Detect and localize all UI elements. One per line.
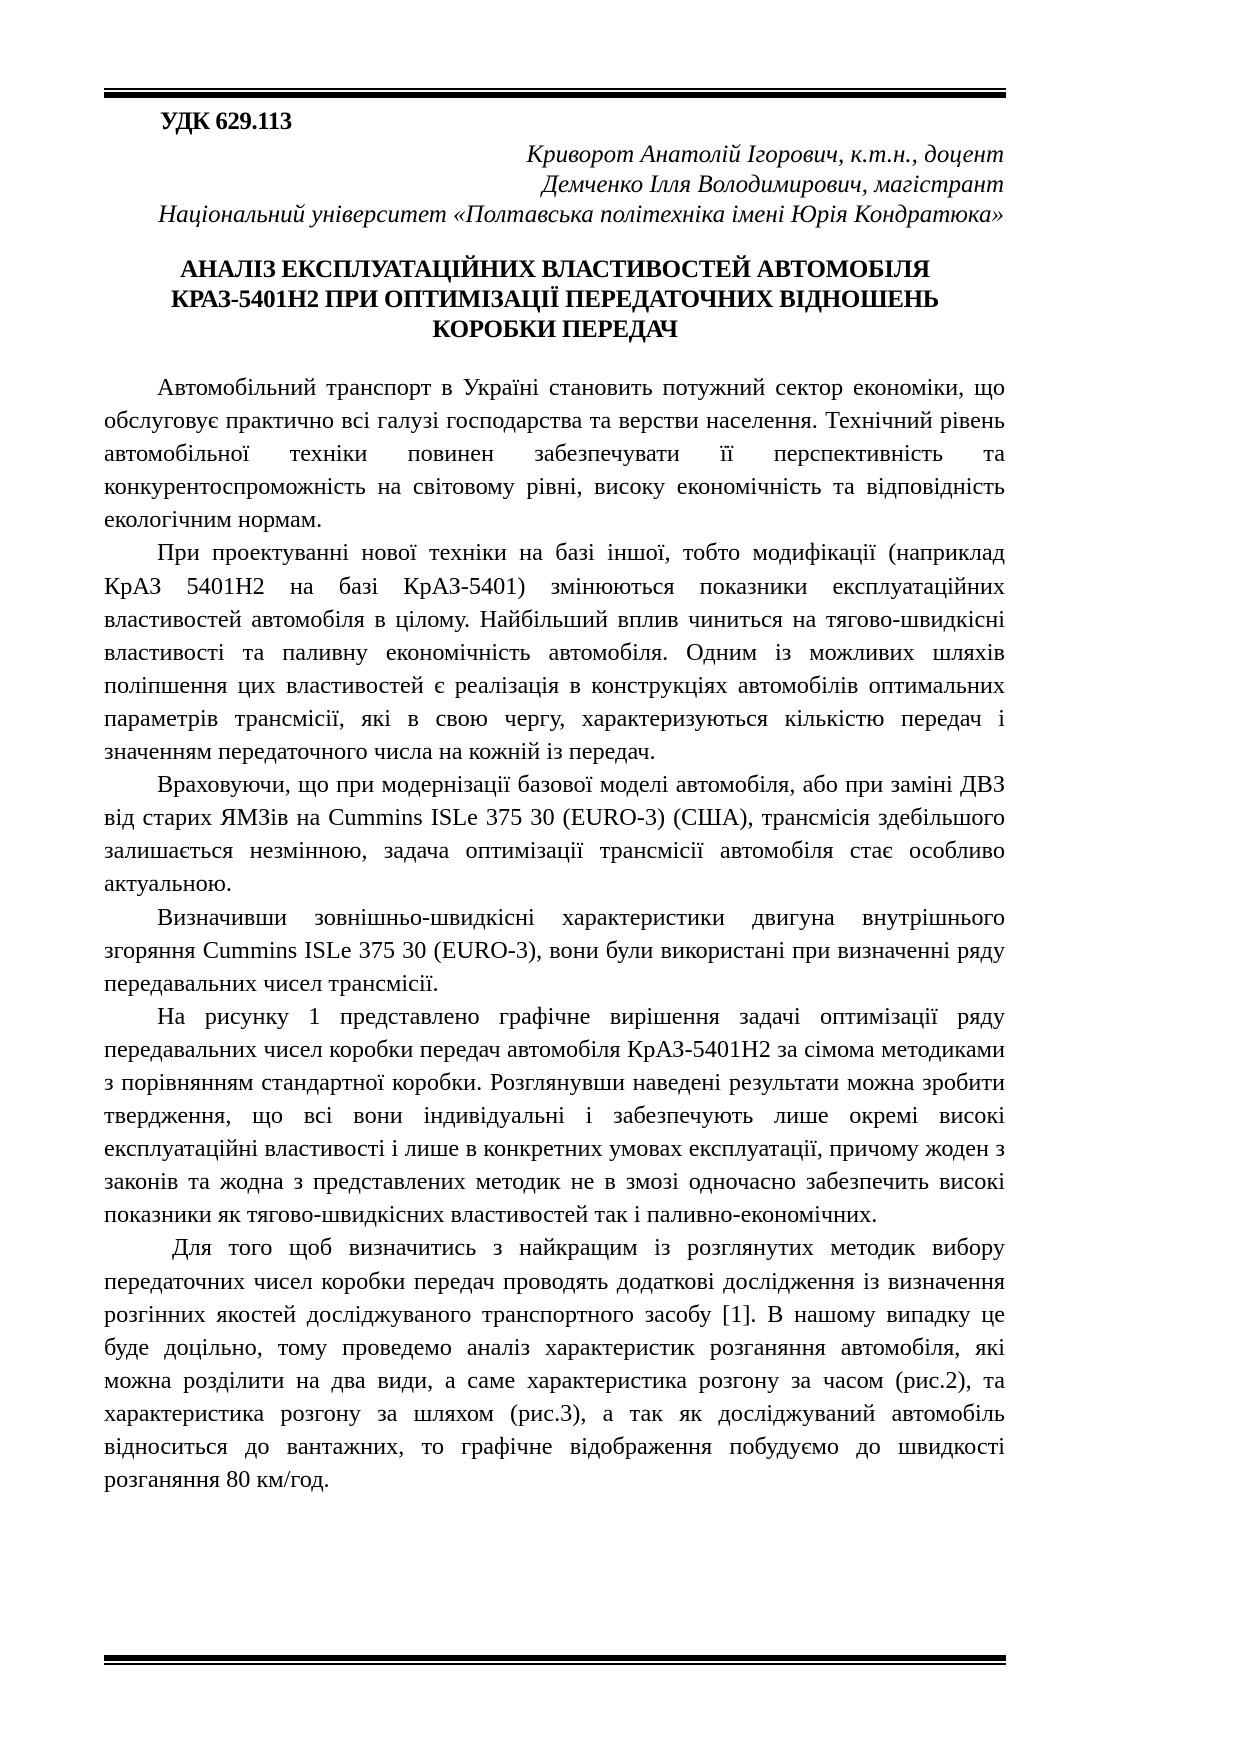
author-2: Демченко Ілля Володимирович, магістрант bbox=[542, 171, 1004, 198]
udk-code: УДК 629.113 bbox=[160, 108, 292, 135]
paragraph-1: Автомобільний транспорт в Україні становить потужний сектор економіки, що обслуговує практично всі галузі господарства та верстви населення. Технічний рівень автомобільної техніки повинен забезпечувати її перспективність та конкурентоспроможність на світовому рівні, високу економічність та відповідність екологічним нормам. bbox=[104, 374, 1005, 534]
top-double-rule bbox=[104, 88, 1006, 98]
title-line-2: КРАЗ-5401Н2 ПРИ ОПТИМІЗАЦІЇ ПЕРЕДАТОЧНИХ ВІДНОШЕНЬ bbox=[171, 286, 939, 313]
paragraph-4: Визначивши зовнішньо-швидкісні характеристики двигуна внутрішнього згоряння Cummins ISLe 375 30 (EURO-3), вони були використані при визначенні ряду передавальних чисел трансмісії. bbox=[104, 903, 1005, 997]
author-1: Криворот Анатолій Ігорович, к.т.н., доцент bbox=[526, 141, 1004, 168]
bottom-double-rule bbox=[104, 1655, 1006, 1665]
author-block bbox=[104, 140, 1004, 230]
article-body bbox=[104, 371, 1005, 1496]
top-rule-thick-line bbox=[104, 92, 1006, 98]
title-line-1: АНАЛІЗ ЕКСПЛУАТАЦІЙНИХ ВЛАСТИВОСТЕЙ АВТОМОБІЛЯ bbox=[180, 256, 930, 283]
affiliation: Національний університет «Полтавська політехніка імені Юрія Кондратюка» bbox=[158, 201, 1004, 228]
paragraph-6: Для того щоб визначитись з найкращим із розглянутих методик вибору передаточних чисел коробки передач проводять додаткові дослідження із визначення розгінних якостей досліджуваного транспортного засобу [1]. В нашому випадку це буде доцільно, тому проведемо аналіз характеристик розганяння автомобіля, які можна розділити на два види, а саме характеристика розгону за часом (рис.2), та характеристика розгону за шляхом (рис.3), а так як досліджуваний автомобіль відноситься до вантажних, то графічне відображення побудуємо до швидкості розганяння 80 км/год. bbox=[104, 1234, 1005, 1494]
paragraph-2: При проектуванні нової техніки на базі іншої, тобто модифікації (наприклад КрАЗ 5401Н2 на базі КрАЗ-5401) змінюються показники експлуатаційних властивостей автомобіля в цілому. Найбільший вплив чиниться на тягово-швидкісні властивості та паливну економічність автомобіля. Одним із можливих шляхів поліпшення цих властивостей є реалізація в конструкціях автомобілів оптимальних параметрів трансмісії, які в свою чергу, характеризуються кількістю передач і значенням передаточного числа на кожній із передач. bbox=[104, 539, 1005, 766]
article-title bbox=[104, 255, 1006, 345]
bottom-rule-thin-line bbox=[104, 1663, 1006, 1665]
paragraph-3: Враховуючи, що при модернізації базової моделі автомобіля, або при заміні ДВЗ від старих ЯМЗів на Cummins ISLe 375 30 (EURO-3) (США), трансмісія здебільшого залишається незмінною, задача оптимізації трансмісії автомобіля стає особливо актуальною. bbox=[104, 771, 1005, 898]
paragraph-5: На рисунку 1 представлено графічне вирішення задачі оптимізації ряду передавальних чисел коробки передач автомобіля КрАЗ-5401Н2 за сімома методиками з порівнянням стандартної коробки. Розглянувши наведені результати можна зробити твердження, що всі вони індивідуальні і забезпечують лише окремі високі експлуатаційні властивості і лише в конкретних умовах експлуатації, причому жоден з законів та жодна з представлених методик не в змозі одночасно забезпечить високі показники як тягово-швидкісних властивостей так і паливно-економічних. bbox=[104, 1002, 1005, 1229]
title-line-3: КОРОБКИ ПЕРЕДАЧ bbox=[432, 316, 678, 343]
